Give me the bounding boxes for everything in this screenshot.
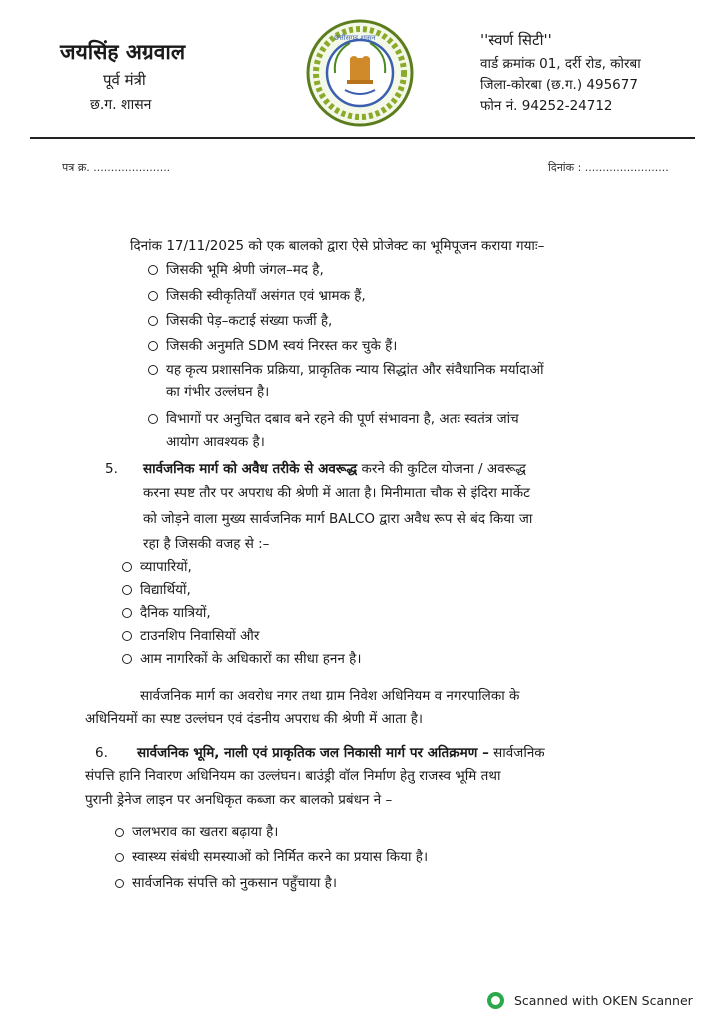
list-item: जिसकी भूमि श्रेणी जंगल–मद है, <box>148 260 324 278</box>
list-item: टाउनशिप निवासियों और <box>122 626 259 644</box>
letter-number: पत्र क्र. ...................... <box>62 161 171 174</box>
author-designation: पूर्व मंत्री <box>103 71 146 89</box>
address-line-2: जिला-कोरबा (छ.ग.) 495677 <box>480 77 638 93</box>
phone-number: फोन नं. 94252-24712 <box>480 98 613 114</box>
section-6-line-3: पुरानी ड्रेनेज लाइन पर अनधिकृत कब्जा कर बालको प्रबंधन ने – <box>85 792 393 808</box>
section-5-para-2: अधिनियमों का स्पष्ट उल्लंघन एवं दंडनीय अपराध की श्रेणी में आता है। <box>85 711 423 727</box>
section-6-line-1: सार्वजनिक भूमि, नाली एवं प्राकृतिक जल निकासी मार्ग पर अतिक्रमण – सार्वजनिक <box>137 745 545 761</box>
list-item: आम नागरिकों के अधिकारों का सीधा हनन है। <box>122 649 361 667</box>
list-item: दैनिक यात्रियों, <box>122 603 211 621</box>
section-heading: सार्वजनिक मार्ग को अवैध तरीके से अवरूद्ध <box>143 461 358 477</box>
list-item: जिसकी स्वीकृतियाँ असंगत एवं भ्रामक हैं, <box>148 286 366 304</box>
section-5-line-1: सार्वजनिक मार्ग को अवैध तरीके से अवरूद्ध करने की कुटिल योजना / अवरूद्ध <box>143 461 526 477</box>
letter-date: दिनांक : ........................ <box>548 161 669 174</box>
section-number: 6. <box>95 745 108 761</box>
header-divider <box>30 137 695 139</box>
section-5-line-4: रहा है जिसकी वजह से :– <box>143 536 270 552</box>
list-item: स्वास्थ्य संबंधी समस्याओं को निर्मित करने का प्रयास किया है। <box>115 847 428 865</box>
intro-text: दिनांक 17/11/2025 को एक बालको द्वारा ऐसे प्रोजेक्ट का भूमिपूजन कराया गयाः– <box>130 238 545 254</box>
list-item: व्यापारियों, <box>122 557 192 575</box>
scanner-logo-icon <box>487 992 504 1009</box>
section-heading: सार्वजनिक भूमि, नाली एवं प्राकृतिक जल निकासी मार्ग पर अतिक्रमण – <box>137 745 489 761</box>
list-item: विद्यार्थियों, <box>122 580 191 598</box>
section-5-para-1: सार्वजनिक मार्ग का अवरोध नगर तथा ग्राम निवेश अधिनियम व नगरपालिका के <box>140 688 520 704</box>
section-5-line-2: करना स्पष्ट तौर पर अपराध की श्रेणी में आता है। मिनीमाता चौक से इंदिरा मार्केट <box>143 485 530 501</box>
section-number: 5. <box>105 461 118 477</box>
list-item: जिसकी अनुमति SDM स्वयं निरस्त कर चुके हैं। <box>148 336 397 354</box>
list-item-continuation: आयोग आवश्यक है। <box>166 434 265 450</box>
scanner-watermark <box>487 992 693 1009</box>
section-5-line-3: को जोड़ने वाला मुख्य सार्वजनिक मार्ग BALCO द्वारा अवैध रूप से बंद किया जा <box>143 511 533 527</box>
list-item-continuation: का गंभीर उल्लंघन है। <box>166 384 270 400</box>
emblem-caption: छत्तीसगढ़ शासन <box>334 34 376 42</box>
list-item: सार्वजनिक संपत्ति को नुकसान पहुँचाया है। <box>115 873 337 891</box>
address-line-1: वार्ड क्रमांक 01, दर्री रोड, कोरबा <box>480 56 641 72</box>
address-name: ''स्वर्ण सिटी'' <box>480 31 552 49</box>
list-item: जिसकी पेड़–कटाई संख्या फर्जी है, <box>148 311 332 329</box>
scanner-label: Scanned with OKEN Scanner <box>514 993 693 1008</box>
section-6-line-2: संपत्ति हानि निवारण अधिनियम का उल्लंघन। बाउंड्री वॉल निर्माण हेतु राजस्व भूमि तथा <box>85 768 501 784</box>
list-item: विभागों पर अनुचित दबाव बने रहने की पूर्ण संभावना है, अतः स्वतंत्र जांच <box>148 409 519 427</box>
list-item: यह कृत्य प्रशासनिक प्रक्रिया, प्राकृतिक न्याय सिद्धांत और संवैधानिक मर्यादाओं <box>148 360 544 378</box>
author-government: छ.ग. शासन <box>90 97 152 113</box>
list-item: जलभराव का खतरा बढ़ाया है। <box>115 822 278 840</box>
author-name: जयसिंह अग्रवाल <box>60 39 186 64</box>
